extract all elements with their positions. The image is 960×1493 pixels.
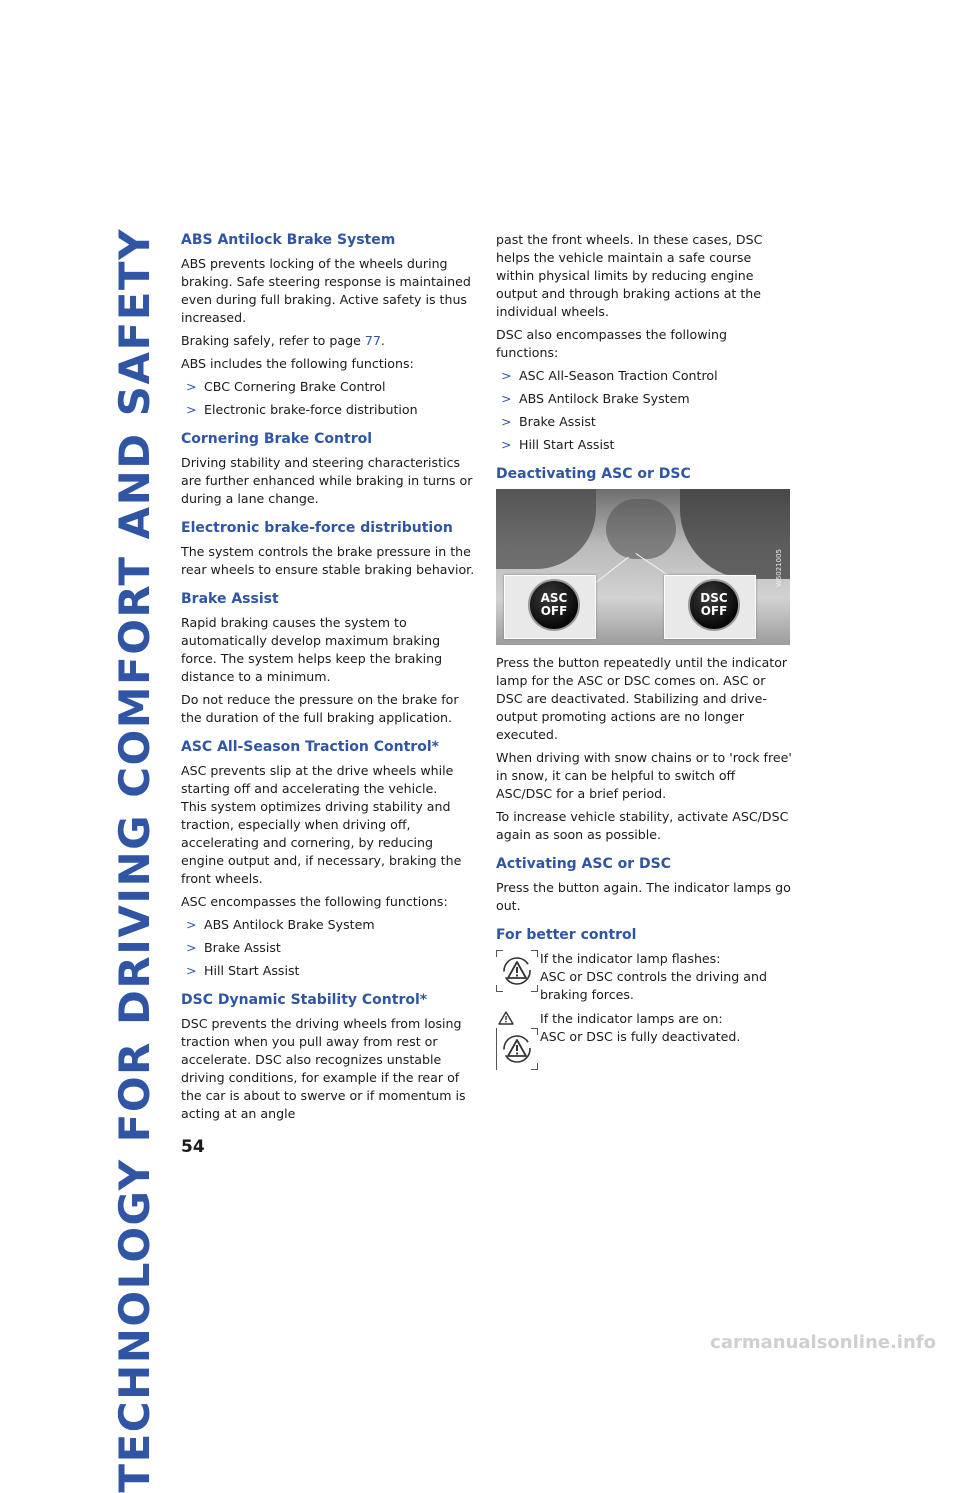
list-item (181, 962, 477, 980)
ba-paragraph-1: Rapid braking causes the system to automatically develop maximum braking force. The system helps keep the braking distance to a minimum. (181, 615, 443, 684)
page-ref-link[interactable]: 77 (364, 333, 381, 348)
indicator-icon-group (496, 1010, 538, 1074)
page-number: 54 (181, 1137, 205, 1157)
dsc-off-label-2: OFF (700, 604, 728, 618)
list-item-text: Brake Assist (204, 940, 281, 955)
small-warning-icon (496, 1010, 516, 1026)
heading-activate: Activating ASC or DSC (496, 856, 671, 872)
dsc-paragraph: DSC prevents the driving wheels from losing traction when you pull away from rest or accelerate. DSC also recognizes unstable driving conditions, for example if the rear of the car is about to swerve or if momentum is acting at an angle (181, 1016, 466, 1121)
section-asc (181, 738, 477, 980)
section-dsc-continued (496, 231, 792, 454)
indicator-text-flashing (540, 950, 792, 1004)
section-ebd (181, 519, 477, 579)
dsc-cont-paragraph-1: past the front wheels. In these cases, DSC helps the vehicle maintain a safe course within physical limits by reducing engine output and through braking actions at the individual wheels. (496, 232, 763, 319)
activate-paragraph: Press the button again. The indicator lamps go out. (496, 880, 791, 913)
asc-paragraph-1 (181, 762, 477, 888)
heading-deactivate: Deactivating ASC or DSC (496, 466, 691, 482)
list-item (496, 367, 792, 385)
list-item-text: Electronic brake-force distribution (204, 402, 418, 417)
stability-off-icon (501, 1033, 533, 1065)
indicator-text-line-1: If the indicator lamp flashes: (540, 951, 721, 966)
left-column (181, 231, 477, 1134)
abs-ref-suffix: . (380, 333, 385, 348)
figure-inset-dsc (664, 575, 756, 639)
asc-text-a: ASC prevents slip at the drive wheels while starting off and accelerating the vehicle. (181, 763, 454, 796)
list-item (496, 413, 792, 431)
bullet-arrow-icon: > (501, 368, 512, 383)
bullet-arrow-icon: > (186, 379, 197, 394)
abs-paragraph-1: ABS prevents locking of the wheels during braking. Safe steering response is maintained even during full braking. Active safety is thus increased. (181, 256, 471, 325)
section-dsc (181, 991, 477, 1123)
list-item-text: ABS Antilock Brake System (519, 391, 690, 406)
heading-dsc: DSC Dynamic Stability Control* (181, 992, 428, 1008)
heading-cbc: Cornering Brake Control (181, 431, 373, 447)
section-brake-assist (181, 590, 477, 727)
section-abs (181, 231, 477, 419)
ebd-paragraph: The system controls the brake pressure in the rear wheels to ensure stable braking behavior. (181, 544, 475, 577)
list-item (181, 916, 477, 934)
deactivate-paragraph-2: When driving with snow chains or to 'rock free' in snow, it can be helpful to switch off ASC/DSC for a brief period. (496, 750, 792, 801)
ba-paragraph-2: Do not reduce the pressure on the brake for the duration of the full braking application. (181, 692, 459, 725)
divider-line (496, 1028, 497, 1070)
section-activate (496, 855, 792, 915)
stability-warning-icon (501, 955, 533, 987)
bullet-arrow-icon: > (501, 391, 512, 406)
cbc-paragraph: Driving stability and steering characteristics are further enhanced while braking in turns or during a lane change. (181, 455, 473, 506)
asc-paragraph-2: ASC encompasses the following functions: (181, 894, 448, 909)
figure-id: W6021005 (775, 549, 783, 588)
list-item (181, 939, 477, 957)
small-warning-lamp (496, 1010, 516, 1026)
asc-off-label-2: OFF (540, 604, 568, 618)
heading-ebd: Electronic brake-force distribution (181, 520, 453, 536)
list-item (181, 378, 477, 396)
heading-abs: ABS Antilock Brake System (181, 232, 396, 248)
bullet-arrow-icon: > (501, 414, 512, 429)
right-column (496, 231, 792, 1087)
list-item-text: Hill Start Assist (204, 963, 300, 978)
indicator-row-flashing (496, 950, 792, 1004)
bullet-arrow-icon: > (186, 402, 197, 417)
bullet-arrow-icon: > (186, 963, 197, 978)
dsc-off-button (688, 579, 740, 631)
figure-pointer-line (592, 557, 629, 586)
section-better-control (496, 926, 792, 1076)
figure-gear-knob (606, 499, 676, 559)
abs-function-list (181, 378, 477, 419)
flashing-indicator-lamp (496, 950, 538, 992)
asc-function-list (181, 916, 477, 980)
dsc-off-label-1: DSC (700, 591, 728, 605)
section-cbc (181, 430, 477, 508)
list-item (496, 436, 792, 454)
list-item-text: CBC Cornering Brake Control (204, 379, 386, 394)
list-item (181, 401, 477, 419)
deactivate-paragraph-1: Press the button repeatedly until the indicator lamp for the ASC or DSC comes on. ASC or DSC are deactivated. Stabilizing and drive-output promoting actions are no longer executed. (496, 655, 788, 742)
list-item-text: Brake Assist (519, 414, 596, 429)
asc-dsc-buttons-figure (496, 489, 790, 645)
indicator-text-line-2: ASC or DSC is fully deactivated. (540, 1029, 741, 1044)
deactivate-paragraph-3: To increase vehicle stability, activate ASC/DSC again as soon as possible. (496, 809, 789, 842)
indicator-text-line-1: If the indicator lamps are on: (540, 1011, 723, 1026)
deactivated-indicator-lamp (496, 1028, 538, 1070)
heading-brake-assist: Brake Assist (181, 591, 279, 607)
section-deactivate (496, 465, 792, 844)
bullet-arrow-icon: > (186, 917, 197, 932)
dsc-function-list (496, 367, 792, 454)
heading-better-control: For better control (496, 927, 637, 943)
bullet-arrow-icon: > (186, 940, 197, 955)
side-chapter-tab: TECHNOLOGY FOR DRIVING COMFORT AND SAFETY (110, 228, 159, 1493)
asc-off-label-1: ASC (540, 591, 568, 605)
abs-paragraph-3: ABS includes the following functions: (181, 356, 414, 371)
indicator-row-on (496, 1010, 792, 1076)
bullet-arrow-icon: > (501, 437, 512, 452)
asc-off-button (528, 579, 580, 631)
indicator-text-on (540, 1010, 792, 1046)
abs-ref-text: Braking safely, refer to page (181, 333, 365, 348)
indicator-text-line-2: ASC or DSC controls the driving and braking forces. (540, 969, 767, 1002)
abs-paragraph-2 (181, 332, 477, 350)
list-item-text: Hill Start Assist (519, 437, 615, 452)
list-item-text: ABS Antilock Brake System (204, 917, 375, 932)
figure-inset-asc (504, 575, 596, 639)
watermark: carmanualsonline.info (710, 1332, 936, 1353)
asc-text-b: This system optimizes driving stability and traction, especially when driving off, accelerating and cornering, by reducing engine output and, if necessary, braking the front wheels. (181, 799, 462, 886)
indicator-icon-group (496, 950, 538, 996)
list-item (496, 390, 792, 408)
heading-asc: ASC All-Season Traction Control* (181, 739, 439, 755)
dsc-cont-paragraph-2: DSC also encompasses the following functions: (496, 327, 728, 360)
figure-seat-left (496, 489, 596, 569)
list-item-text: ASC All-Season Traction Control (519, 368, 718, 383)
